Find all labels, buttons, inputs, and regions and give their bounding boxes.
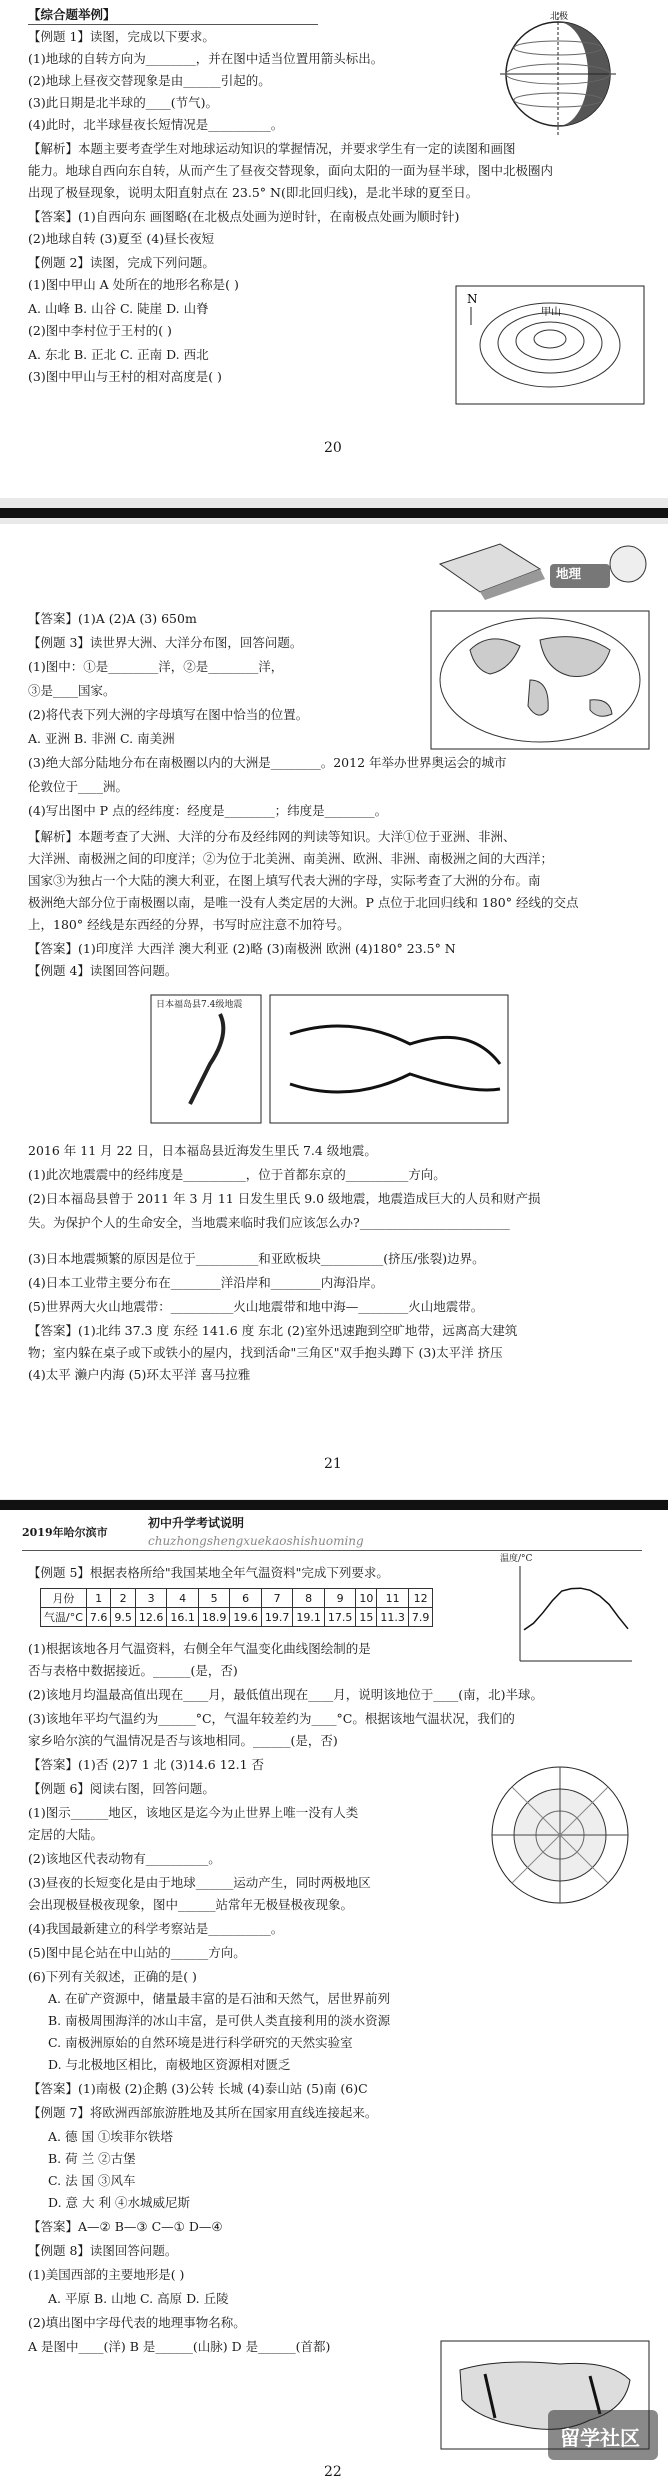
temperature-table xyxy=(40,1588,433,1627)
page-22 xyxy=(0,1510,668,2488)
temperature-line xyxy=(524,1588,628,1630)
page-separator xyxy=(0,1500,668,1510)
page-number: 21 xyxy=(324,1456,342,1472)
answer-line: (4)太平 濑户内海 (5)环太平洋 喜马拉雅 xyxy=(28,1367,251,1382)
page-number: 22 xyxy=(324,2464,342,2480)
text-line: (6)下列有关叙述，正确的是( ) xyxy=(28,1969,197,1984)
text-line: (2)该地月均温最高值出现在____月，最低值出现在____月，说明该地位于____(南，北)半球。 xyxy=(28,1687,543,1702)
text-line: 大洋洲、南极洲之间的印度洋；②为位于北美洲、南美洲、欧洲、非洲、南极洲之间的大西洋； xyxy=(28,851,554,866)
text-line: (1)图中甲山 A 处所在的地形名称是( ) xyxy=(28,277,239,292)
answer-line: 【答案】A—② B—③ C—① D—④ xyxy=(28,2219,223,2234)
text-line: (3)日本地震频繁的原因是位于__________和亚欧板块__________(挤压/张裂)边界。 xyxy=(28,1251,485,1266)
text-line: A. 亚洲 B. 非洲 C. 南美洲 xyxy=(28,731,175,746)
header-decoration xyxy=(420,534,650,604)
temperature-curve-chart xyxy=(500,1556,640,1676)
answer-line: 【答案】(1)印度洋 大西洋 澳大利亚 (2)略 (3)南极洲 欧洲 (4)180° 23.5° N xyxy=(28,941,456,956)
match-line: A. 德 国 ①埃菲尔铁塔 xyxy=(48,2129,173,2144)
text-line: A. 东北 B. 正北 C. 正南 D. 西北 xyxy=(28,347,209,362)
answer-line: 物；室内躲在桌子或下或铁小的屋内，找到活命"三角区"双手抱头蹲下 (3)太平洋 挤压 xyxy=(28,1345,503,1360)
text-line: A. 山峰 B. 山谷 C. 陡崖 D. 山脊 xyxy=(28,301,209,316)
svg-text:N: N xyxy=(467,292,478,306)
text-line: 家乡哈尔滨的气温情况是否与该地相同。______(是，否) xyxy=(28,1733,338,1748)
page-separator xyxy=(0,508,668,518)
text-line: (1)地球的自转方向为________，并在图中适当位置用箭头标出。 xyxy=(28,51,384,66)
text-line: 【例题 1】读图，完成以下要求。 xyxy=(28,29,215,44)
text-line: (4)我国最新建立的科学考察站是__________。 xyxy=(28,1921,284,1936)
text-line: 能力。地球自西向东自转，从而产生了昼夜交替现象，面向太阳的一面为昼半球，图中北极圈内 xyxy=(28,163,554,178)
text-line: 失。为保护个人的生命安全，当地震来临时我们应该怎么办?________________________ xyxy=(28,1215,510,1230)
text-line: 伦敦位于____洲。 xyxy=(28,779,129,794)
option-line: A. 平原 B. 山地 C. 高原 D. 丘陵 xyxy=(48,2291,229,2306)
header-rule xyxy=(22,1550,642,1551)
match-line: D. 意 大 利 ④水城威尼斯 xyxy=(48,2195,190,2210)
chart-axis-label: 温度/°C xyxy=(500,1554,533,1564)
text-line: (2)将代表下列大洲的字母填写在图中恰当的位置。 xyxy=(28,707,309,722)
text-line: 定居的大陆。 xyxy=(28,1827,104,1842)
option-line: B. 南极周围海洋的冰山丰富，是可供人类直接利用的淡水资源 xyxy=(48,2013,391,2028)
text-line: 【例题 2】读图，完成下列问题。 xyxy=(28,255,215,270)
table-row: 气温/°C 7.6 9.5 12.6 16.1 18.9 19.6 19.7 19.1 17.5 15 11.3 7.9 xyxy=(41,1608,433,1627)
text-line: (2)图中李村位于王村的( ) xyxy=(28,323,172,338)
text-line: (2)填出图中字母代表的地理事物名称。 xyxy=(28,2315,246,2330)
text-line: (3)该地年平均气温约为______°C，气温年较差约为____°C。根据该地气温状况，我们的 xyxy=(28,1711,515,1726)
world-map-figure xyxy=(430,610,650,750)
text-line: 极洲绝大部分位于南极圈以南，是唯一没有人类定居的大洲。P 点位于北回归线和 180° 经线的交点 xyxy=(28,895,579,910)
text-line: 否与表格中数据接近。______(是，否) xyxy=(28,1663,238,1678)
text-line: (3)昼夜的长短变化是由于地球______运动产生，同时两极地区 xyxy=(28,1875,371,1890)
text-line: (4)日本工业带主要分布在________洋沿岸和________内海沿岸。 xyxy=(28,1275,384,1290)
option-line: A. 在矿产资源中，储量最丰富的是石油和天然气，居世界前列 xyxy=(48,1991,390,2006)
text-line: (1)图示______地区，该地区是迄今为止世界上唯一没有人类 xyxy=(28,1805,359,1820)
text-line: 国家③为独占一个大陆的澳大利亚，在图上填写代表大洲的字母，实际考查了大洲的分布。南 xyxy=(28,873,541,888)
answer-line: 【答案】(1)A (2)A (3) 650m xyxy=(28,611,197,626)
table-row: 月份 1 2 3 4 5 6 7 8 9 10 11 12 xyxy=(41,1589,433,1608)
text-line: 【解析】本题主要考查学生对地球运动知识的掌握情况，并要求学生有一定的读图和画图 xyxy=(28,141,516,156)
text-line: (1)此次地震震中的经纬度是__________，位于首都东京的__________方向。 xyxy=(28,1167,446,1182)
text-line: 【例题 4】读图回答问题。 xyxy=(28,963,178,978)
japan-map-title: 日本福岛县7.4级地震 xyxy=(156,1000,243,1010)
text-line: 【例题 8】读图回答问题。 xyxy=(28,2243,178,2258)
answer-line: (2)地球自转 (3)夏至 (4)昼长夜短 xyxy=(28,231,215,246)
text-line: 【例题 5】根据表格所给"我国某地全年气温资料"完成下列要求。 xyxy=(28,1565,389,1580)
text-line: 【例题 3】读世界大洲、大洋分布图，回答问题。 xyxy=(28,635,303,650)
text-line: 【解析】本题考查了大洲、大洋的分布及经纬网的判读等知识。大洋①位于亚洲、非洲、 xyxy=(28,829,516,844)
text-line: 2016 年 11 月 22 日，日本福岛县近海发生里氏 7.4 级地震。 xyxy=(28,1143,377,1158)
text-line: (2)日本福岛县曾于 2011 年 3 月 11 日发生里氏 9.0 级地震，地震造成巨大的人员和财产损 xyxy=(28,1191,541,1206)
match-line: C. 法 国 ③风车 xyxy=(48,2173,136,2188)
text-line: (4)此时，北半球昼夜长短情况是__________。 xyxy=(28,117,284,132)
text-line: 【例题 7】将欧洲西部旅游胜地及其所在国家用直线连接起来。 xyxy=(28,2105,378,2120)
option-line: D. 与北极地区相比，南极地区资源相对匮乏 xyxy=(48,2057,291,2072)
text-line: ③是____国家。 xyxy=(28,683,116,698)
text-line: 出现了极昼现象，说明太阳直射点在 23.5° N(即北回归线)，是北半球的夏至日。 xyxy=(28,185,479,200)
text-line: (2)该地区代表动物有__________。 xyxy=(28,1851,221,1866)
page-21 xyxy=(0,524,668,1499)
text-line: (5)图中昆仑站在中山站的______方向。 xyxy=(28,1945,246,1960)
option-line: C. 南极洲原始的自然环境是进行科学研究的天然实验室 xyxy=(48,2035,353,2050)
answer-line: 【答案】(1)北纬 37.3 度 东经 141.6 度 东北 (2)室外迅速跑到空旷地带，远离高大建筑 xyxy=(28,1323,518,1338)
header-title: 初中升学考试说明 xyxy=(148,1516,245,1530)
text-line: (1)根据该地各月气温资料，右侧全年气温变化曲线图绘制的是 xyxy=(28,1641,371,1656)
page-20 xyxy=(0,0,668,498)
match-line: B. 荷 兰 ②古堡 xyxy=(48,2151,136,2166)
text-line: 会出现极昼极夜现象，图中______站常年无极昼极夜现象。 xyxy=(28,1897,354,1912)
text-line: (5)世界两大火山地震带：__________火山地震带和地中海—________火山地震带。 xyxy=(28,1299,484,1314)
earth-illumination-figure xyxy=(480,8,630,138)
answer-line: 【答案】(1)否 (2)7 1 北 (3)14.6 12.1 否 xyxy=(28,1757,265,1772)
contour-map-figure xyxy=(455,285,645,405)
antarctica-polar-map xyxy=(480,1760,640,1910)
page-number: 20 xyxy=(324,440,342,456)
mountain-label: 甲山 xyxy=(541,307,561,318)
answer-line: 【答案】(1)南极 (2)企鹅 (3)公转 长城 (4)泰山站 (5)南 (6)C xyxy=(28,2081,368,2096)
text-line: 上，180° 经线是东西经的分界，书写时应注意不加符号。 xyxy=(28,917,350,932)
text-line: (4)写出图中 P 点的经纬度：经度是________；纬度是________。 xyxy=(28,803,388,818)
text-line: (1)图中：①是________洋，②是________洋， xyxy=(28,659,284,674)
text-line: (2)地球上昼夜交替现象是由______引起的。 xyxy=(28,73,271,88)
text-line: (1)美国西部的主要地形是( ) xyxy=(28,2267,185,2282)
text-line: (3)此日期是北半球的____(节气)。 xyxy=(28,95,218,110)
header-badge: 地理 xyxy=(556,566,582,581)
header-pinyin: chuzhongshengxuekaoshishuoming xyxy=(148,1534,364,1548)
text-line: 【例题 6】阅读右图，回答问题。 xyxy=(28,1781,215,1796)
answer-line: 【答案】(1)自西向东 画图略(在北极点处画为逆时针，在南极点处画为顺时针) xyxy=(28,209,460,224)
watermark-text: 留学社区 xyxy=(560,2426,640,2450)
north-label: 北极 xyxy=(550,12,569,22)
text-line: (3)图中甲山与王村的相对高度是( ) xyxy=(28,369,222,384)
text-line: (3)绝大部分陆地分布在南极圈以内的大洲是________。2012 年举办世界奥运会的城市 xyxy=(28,755,507,770)
text-line: A 是图中____(洋) B 是______(山脉) D 是______(首都) xyxy=(28,2339,331,2354)
section-title: 【综合题举例】 xyxy=(28,7,116,22)
title-rule xyxy=(28,24,318,25)
header-left: 2019年哈尔滨市 xyxy=(22,1526,108,1539)
